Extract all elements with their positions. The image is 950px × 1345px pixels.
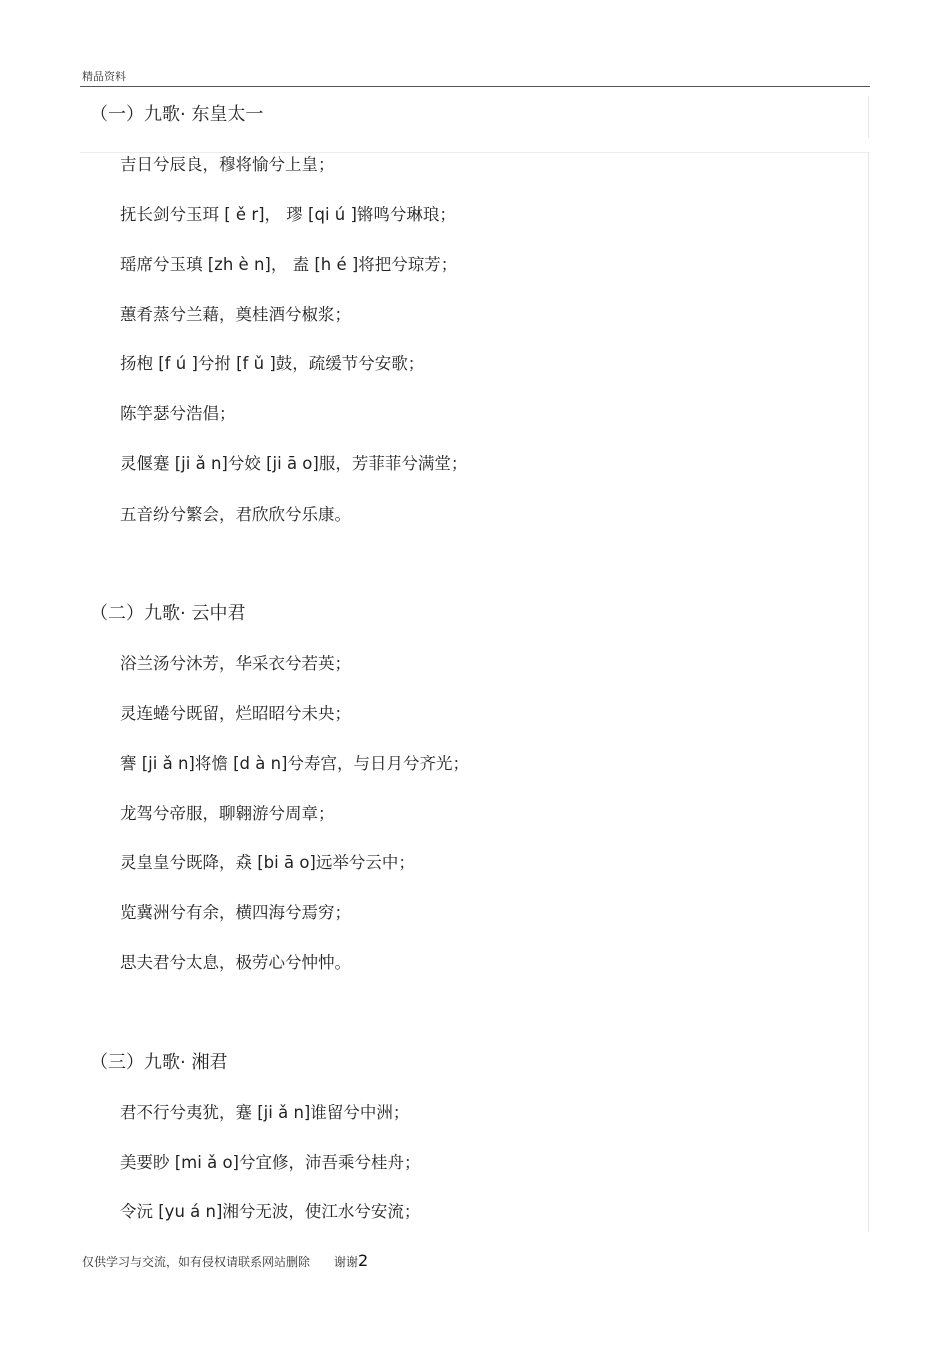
- verse-line: 瑶席兮玉瑱 [zh è n]， 盍 [h é ]将把兮琼芳；: [120, 255, 458, 274]
- verse-line: 謇 [ji ǎ n]将憺 [d à n]兮寿宫，与日月兮齐光；: [120, 754, 469, 773]
- page-number: 2: [358, 1251, 369, 1270]
- footer: [82, 1251, 368, 1270]
- section-title-2: （二）九歌· 云中君: [90, 603, 246, 624]
- verse-line: 灵偃蹇 [ji ǎ n]兮姣 [ji ā o]服，芳菲菲兮满堂；: [120, 454, 468, 473]
- frame-line-right-body: [868, 152, 869, 1232]
- header-label: 精品资料: [82, 70, 126, 83]
- verse-line: 思夫君兮太息，极劳心兮忡忡。: [120, 953, 351, 972]
- verse-line: 吉日兮辰良，穆将愉兮上皇；: [120, 155, 335, 174]
- verse-line: 浴兰汤兮沐芳，华采衣兮若英；: [120, 654, 351, 673]
- verse-line: 陈竽瑟兮浩倡；: [120, 404, 236, 423]
- verse-line: 览冀洲兮有余，横四海兮焉穷；: [120, 903, 351, 922]
- verse-line: 令沅 [yu á n]湘兮无波，使江水兮安流；: [120, 1202, 421, 1221]
- header-rule: [80, 86, 870, 87]
- verse-line: 君不行兮夷犹，蹇 [ji ǎ n]谁留兮中洲；: [120, 1103, 410, 1122]
- verse-line: 灵皇皇兮既降，猋 [bi ā o]远举兮云中；: [120, 853, 415, 872]
- verse-line: 蕙肴蒸兮兰藉，奠桂酒兮椒浆；: [120, 305, 351, 324]
- verse-line: 美要眇 [mi ǎ o]兮宜修，沛吾乘兮桂舟；: [120, 1153, 421, 1172]
- verse-line: 龙驾兮帝服，聊翱游兮周章；: [120, 804, 335, 823]
- verse-line: 灵连蜷兮既留，烂昭昭兮未央；: [120, 704, 351, 723]
- verse-line: 五音纷兮繁会，君欣欣兮乐康。: [120, 505, 351, 524]
- footer-text: 仅供学习与交流，如有侵权请联系网站删除 谢谢: [82, 1255, 359, 1269]
- section-title-3: （三）九歌· 湘君: [90, 1052, 228, 1073]
- verse-line: 抚长剑兮玉珥 [ ě r]， 璆 [qi ú ]锵鸣兮琳琅；: [120, 205, 456, 224]
- section-title-1: （一）九歌· 东皇太一: [90, 104, 264, 125]
- frame-line-right: [868, 96, 869, 138]
- verse-line: 扬枹 [f ú ]兮拊 [f ǔ ]鼓，疏缓节兮安歌；: [120, 354, 425, 373]
